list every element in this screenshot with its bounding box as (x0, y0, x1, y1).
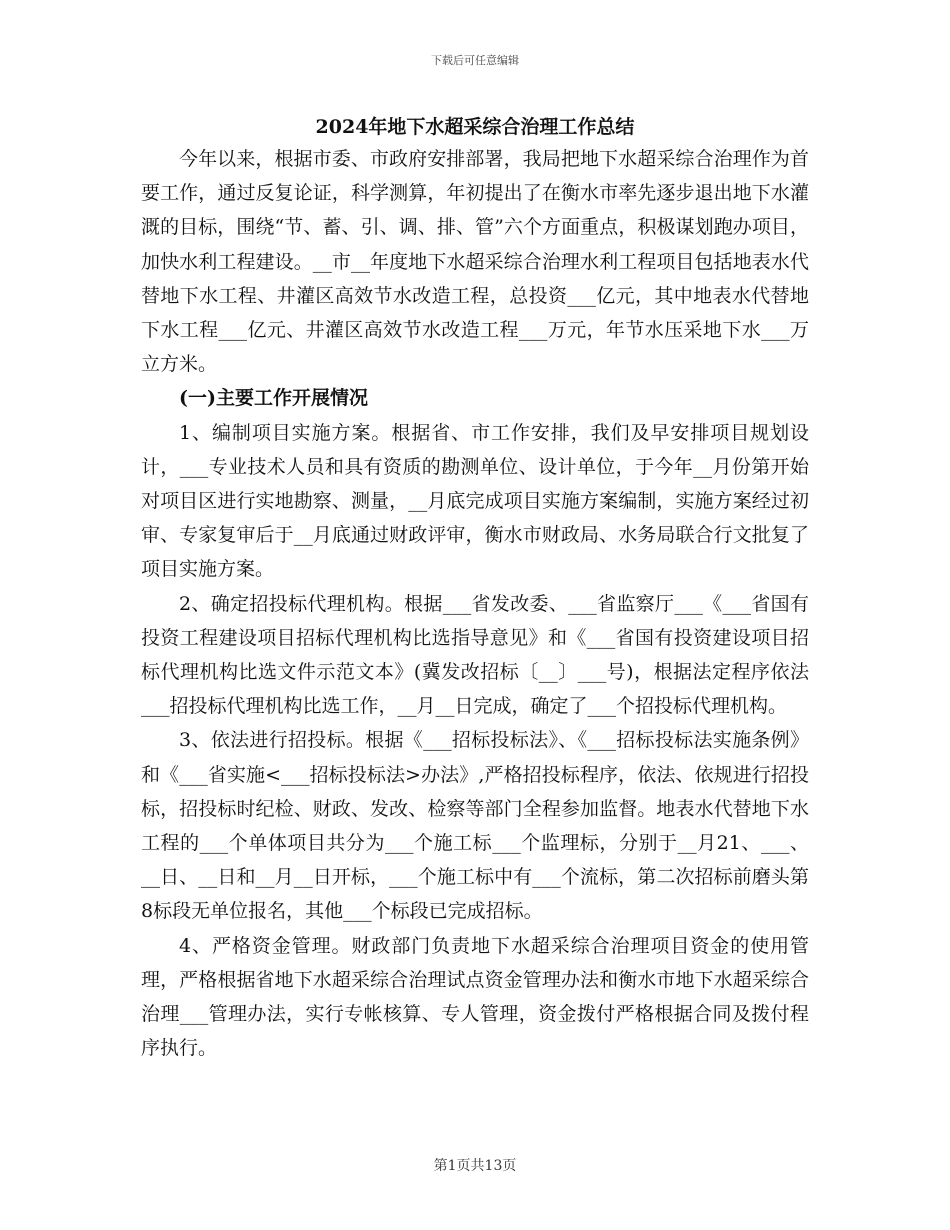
intro-paragraph: 今年以来，根据市委、市政府安排部署，我局把地下水超采综合治理作为首要工作，通过反复论证，科学测算，年初提出了在衡水市率先逐步退出地下水灌溉的目标，围绕“节、蓄、引、调、排、管”六个方面重点，积极谋划跑办项目，加快水利工程建设。__市__年度地下水超采综合治理水利工程项目包括地表水代替地下水工程、井灌区高效节水改造工程，总投资___亿元，其中地表水代替地下水工程___亿元、井灌区高效节水改造工程___万元，年节水压采地下水___万立方米。 (141, 148, 809, 376)
document-body (141, 142, 809, 1065)
paragraph-1: 1、编制项目实施方案。根据省、市工作安排，我们及早安排项目规划设计，___专业技术人员和具有资质的勘测单位、设计单位，于今年__月份第开始对项目区进行实地勘察、测量，__月底完成项目实施方案编制，实施方案经过初审、专家复审后于__月底通过财政评审，衡水市财政局、水务局联合行文批复了项目实施方案。 (141, 421, 809, 581)
section-heading: (一)主要工作开展情况 (179, 387, 368, 410)
document-title: 2024年地下水超采综合治理工作总结 (315, 116, 635, 138)
paragraph-3: 3、依法进行招投标。根据《___招标投标法》、《___招标投标法实施条例》和《___省实施<___招标投标法>办法》,严格招投标程序，依法、依规进行招投标，招投标时纪检、财政、发改、检察等部门全程参加监督。地表水代替地下水工程的___个单体项目共分为___个施工标___个监理标，分别于__月21、___、__日、__日和__月__日开标，___个施工标中有___个流标，第二次招标前磨头第8标段无单位报名，其他___个标段已完成招标。 (141, 729, 809, 923)
paragraph-2: 2、确定招投标代理机构。根据___省发改委、___省监察厅___《___省国有投资工程建设项目招标代理机构比选指导意见》和《___省国有投资建设项目招标代理机构比选文件示范文本》(冀发改招标〔__〕___号)，根据法定程序依法___招投标代理机构比选工作，__月__日完成，确定了___个招投标代理机构。 (141, 592, 809, 718)
page-header-note: 下载后可任意编辑 (431, 54, 519, 67)
paragraph-4: 4、严格资金管理。财政部门负责地下水超采综合治理项目资金的使用管理，严格根据省地下水超采综合治理试点资金管理办法和衡水市地下水超采综合治理___管理办法，实行专帐核算、专人管理，资金拨付严格根据合同及拨付程序执行。 (141, 934, 809, 1060)
page-number-footer: 第1页共13页 (433, 1158, 517, 1174)
